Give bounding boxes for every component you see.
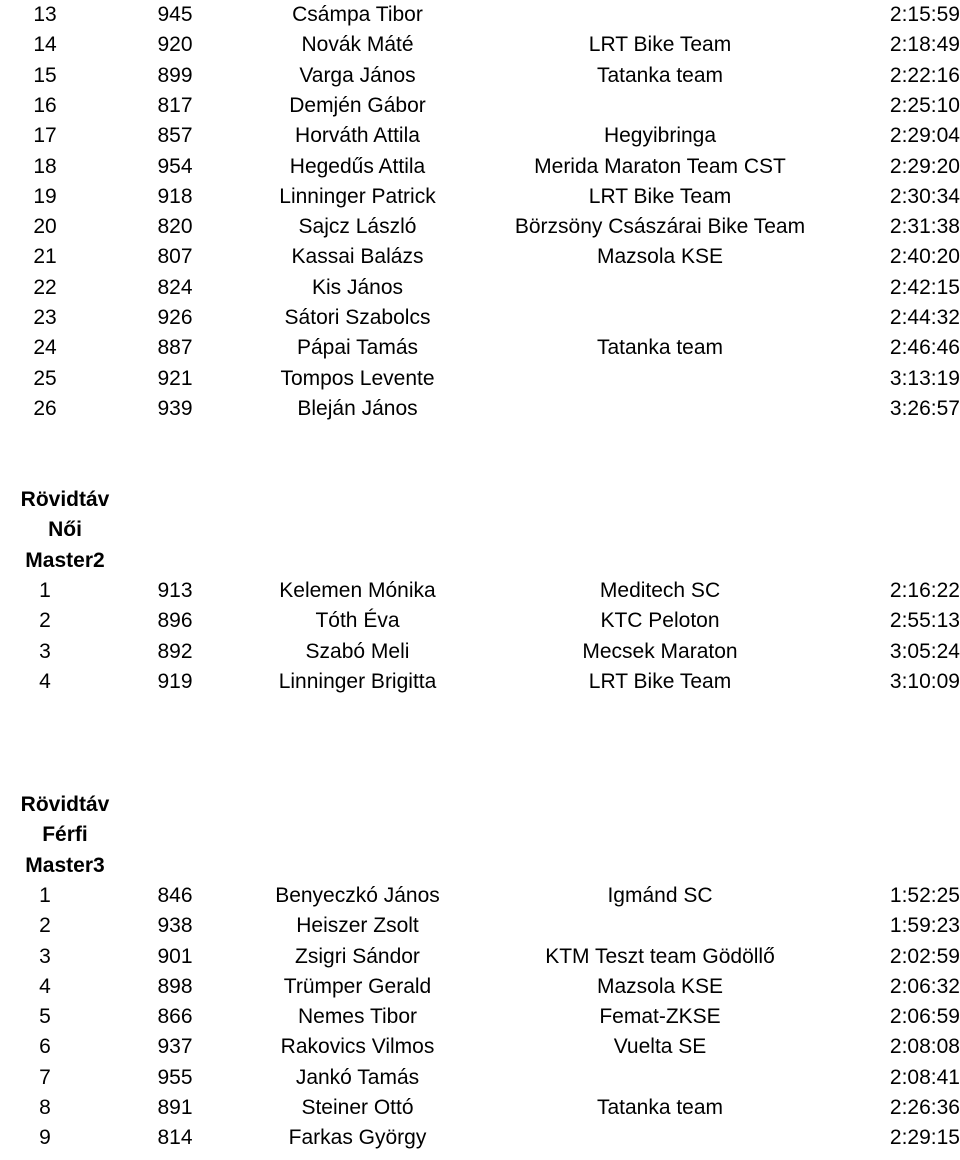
rank-cell: 17: [33, 124, 57, 148]
team-name-cell: Tatanka team: [596, 336, 724, 360]
bib-number-cell: 891: [157, 1096, 193, 1119]
team-name-cell: Mecsek Maraton: [582, 639, 738, 663]
team-name-cell: Merida Maraton Team CST: [534, 154, 786, 178]
finish-time-cell: 2:25:10: [889, 93, 960, 117]
bib-number-cell: 898: [157, 974, 193, 998]
bib-number-cell: 857: [157, 124, 193, 148]
result-row: [0, 212, 960, 242]
rider-name-cell: Linninger Brigitta: [278, 669, 437, 693]
category-distance-heading: Rövidtáv: [20, 488, 110, 511]
result-row: [0, 1123, 960, 1153]
finish-time-cell: 3:10:09: [889, 669, 960, 693]
rank-cell: 13: [33, 3, 57, 26]
result-row: [0, 152, 960, 182]
finish-time-cell: 1:52:25: [889, 883, 960, 907]
rider-name-cell: Bleján János: [297, 396, 418, 420]
result-row: [0, 1063, 960, 1093]
team-name-cell: [480, 1063, 840, 1093]
finish-time-cell: 2:22:16: [889, 63, 960, 87]
team-name-cell: [480, 273, 840, 303]
result-row: [0, 91, 960, 121]
team-name-cell: [480, 0, 840, 30]
finish-time-cell: 2:08:41: [889, 1065, 960, 1089]
bib-number-cell: 892: [157, 639, 193, 663]
result-row: [0, 881, 960, 911]
bib-number-cell: 817: [157, 93, 193, 117]
bib-number-cell: 954: [157, 154, 193, 178]
team-name-cell: Börzsöny Császárai Bike Team: [514, 215, 806, 239]
rider-name-cell: Kis János: [311, 275, 404, 299]
finish-time-cell: 2:40:20: [889, 245, 960, 269]
team-name-cell: LRT Bike Team: [588, 184, 732, 208]
bib-number-cell: 887: [157, 336, 193, 360]
result-row: [0, 242, 960, 272]
rank-cell: 25: [33, 366, 57, 390]
rank-cell: 15: [33, 63, 57, 87]
rider-name-cell: Zsigri Sándor: [295, 944, 420, 968]
rank-cell: 14: [33, 33, 57, 57]
result-row: [0, 972, 960, 1002]
result-row: [0, 61, 960, 91]
rank-cell: 2: [39, 609, 51, 633]
bib-number-cell: 896: [157, 609, 193, 633]
result-row: [0, 364, 960, 394]
rank-cell: 6: [39, 1035, 51, 1059]
finish-time-cell: 2:02:59: [889, 944, 960, 968]
finish-time-cell: 1:59:23: [889, 914, 960, 938]
team-name-cell: Hegyibringa: [603, 124, 717, 148]
finish-time-cell: 2:44:32: [889, 306, 960, 329]
bib-number-cell: 899: [157, 63, 193, 87]
rider-name-cell: Jankó Tamás: [295, 1065, 420, 1089]
rank-cell: 9: [39, 1126, 51, 1150]
bib-number-cell: 919: [157, 669, 193, 693]
team-name-cell: Mazsola KSE: [596, 245, 724, 269]
rank-cell: 4: [39, 974, 51, 998]
rider-name-cell: Demjén Gábor: [289, 93, 426, 117]
team-name-cell: [480, 303, 840, 333]
rider-name-cell: Linninger Patrick: [279, 184, 436, 208]
rider-name-cell: Rakovics Vilmos: [280, 1035, 435, 1059]
category-gender-heading: Női: [48, 518, 82, 542]
finish-time-cell: 2:06:32: [889, 974, 960, 998]
result-row: [0, 0, 960, 30]
result-row: [0, 1002, 960, 1032]
result-row: [0, 121, 960, 151]
result-row: [0, 576, 960, 606]
rider-name-cell: Kassai Balázs: [291, 245, 424, 269]
rank-cell: 1: [39, 578, 51, 602]
category-class-heading: Master3: [25, 853, 105, 877]
team-name-cell: KTC Peloton: [600, 609, 720, 633]
rider-name-cell: Trümper Gerald: [283, 974, 432, 998]
bib-number-cell: 918: [157, 184, 193, 208]
bib-number-cell: 938: [157, 914, 193, 938]
finish-time-cell: 2:46:46: [889, 336, 960, 360]
rider-name-cell: Tompos Levente: [280, 366, 435, 390]
rank-cell: 7: [39, 1065, 51, 1089]
rank-cell: 18: [33, 154, 57, 178]
rank-cell: 22: [33, 275, 57, 299]
rank-cell: 26: [33, 396, 57, 420]
bib-number-cell: 921: [157, 366, 193, 390]
rider-name-cell: Szabó Meli: [305, 639, 410, 663]
result-row: [0, 1032, 960, 1062]
team-name-cell: Meditech SC: [599, 578, 721, 602]
rider-name-cell: Pápai Tamás: [296, 336, 419, 360]
finish-time-cell: 2:08:08: [889, 1035, 960, 1059]
team-name-cell: Mazsola KSE: [596, 974, 724, 998]
rider-name-cell: Benyeczkó János: [275, 883, 440, 907]
finish-time-cell: 2:18:49: [889, 33, 960, 57]
finish-time-cell: 2:16:22: [889, 578, 960, 602]
rider-name-cell: Horváth Attila: [295, 124, 420, 148]
team-name-cell: [480, 91, 840, 121]
bib-number-cell: 807: [157, 245, 193, 269]
finish-time-cell: 2:31:38: [889, 215, 960, 239]
result-row: [0, 667, 960, 697]
bib-number-cell: 824: [157, 275, 193, 299]
bib-number-cell: 846: [157, 883, 193, 907]
bib-number-cell: 866: [157, 1005, 193, 1029]
rider-name-cell: Sátori Szabolcs: [284, 306, 431, 329]
rank-cell: 24: [33, 336, 57, 360]
result-row: [0, 606, 960, 636]
team-name-cell: Tatanka team: [596, 1096, 724, 1119]
team-name-cell: [480, 394, 840, 424]
result-row: [0, 333, 960, 363]
finish-time-cell: 2:42:15: [889, 275, 960, 299]
category-class-heading: Master2: [25, 548, 105, 572]
team-name-cell: LRT Bike Team: [588, 33, 732, 57]
rider-name-cell: Csámpa Tibor: [292, 3, 423, 26]
result-row: [0, 394, 960, 424]
rider-name-cell: Tóth Éva: [315, 609, 400, 633]
rider-name-cell: Steiner Ottó: [301, 1096, 414, 1119]
rider-name-cell: Varga János: [299, 63, 416, 87]
rider-name-cell: Hegedűs Attila: [289, 154, 426, 178]
bib-number-cell: 901: [157, 944, 193, 968]
finish-time-cell: 2:06:59: [889, 1005, 960, 1029]
finish-time-cell: 3:26:57: [889, 396, 960, 420]
finish-time-cell: 2:26:36: [889, 1096, 960, 1119]
result-row: [0, 30, 960, 60]
rank-cell: 1: [39, 883, 51, 907]
rank-cell: 3: [39, 944, 51, 968]
bib-number-cell: 937: [157, 1035, 193, 1059]
rank-cell: 19: [33, 184, 57, 208]
result-row: [0, 273, 960, 303]
finish-time-cell: 3:13:19: [889, 366, 960, 390]
finish-time-cell: 2:29:04: [889, 124, 960, 148]
finish-time-cell: 2:55:13: [889, 609, 960, 633]
finish-time-cell: 2:30:34: [889, 184, 960, 208]
finish-time-cell: 2:29:20: [889, 154, 960, 178]
bib-number-cell: 939: [157, 396, 193, 420]
rider-name-cell: Kelemen Mónika: [279, 578, 436, 602]
team-name-cell: [480, 364, 840, 394]
rider-name-cell: Novák Máté: [301, 33, 414, 57]
result-row: [0, 637, 960, 667]
bib-number-cell: 920: [157, 33, 193, 57]
finish-time-cell: 2:29:15: [889, 1126, 960, 1150]
team-name-cell: LRT Bike Team: [588, 669, 732, 693]
finish-time-cell: 3:05:24: [889, 639, 960, 663]
rider-name-cell: Farkas György: [288, 1126, 427, 1150]
bib-number-cell: 955: [157, 1065, 193, 1089]
rank-cell: 23: [33, 306, 57, 329]
team-name-cell: KTM Teszt team Gödöllő: [545, 944, 775, 968]
bib-number-cell: 945: [157, 3, 193, 26]
rank-cell: 8: [39, 1096, 51, 1119]
rank-cell: 16: [33, 93, 57, 117]
team-name-cell: Igmánd SC: [607, 883, 713, 907]
category-gender-heading: Férfi: [42, 823, 88, 847]
result-row: [0, 942, 960, 972]
rank-cell: 20: [33, 215, 57, 239]
rank-cell: 21: [33, 245, 57, 269]
rider-name-cell: Sajcz László: [298, 215, 417, 239]
team-name-cell: [480, 1123, 840, 1153]
result-row: [0, 182, 960, 212]
bib-number-cell: 926: [157, 306, 193, 329]
team-name-cell: [480, 911, 840, 941]
team-name-cell: Femat-ZKSE: [599, 1005, 721, 1029]
team-name-cell: Vuelta SE: [613, 1035, 707, 1059]
category-distance-heading: Rövidtáv: [20, 793, 110, 816]
bib-number-cell: 820: [157, 215, 193, 239]
rank-cell: 4: [39, 669, 51, 693]
result-row: [0, 911, 960, 941]
bib-number-cell: 814: [157, 1126, 193, 1150]
bib-number-cell: 913: [157, 578, 193, 602]
rider-name-cell: Heiszer Zsolt: [296, 914, 419, 938]
rank-cell: 2: [39, 914, 51, 938]
result-row: [0, 1093, 960, 1123]
rank-cell: 5: [39, 1005, 51, 1029]
rider-name-cell: Nemes Tibor: [297, 1005, 418, 1029]
finish-time-cell: 2:15:59: [889, 3, 960, 26]
team-name-cell: Tatanka team: [596, 63, 724, 87]
result-row: [0, 303, 960, 333]
rank-cell: 3: [39, 639, 51, 663]
